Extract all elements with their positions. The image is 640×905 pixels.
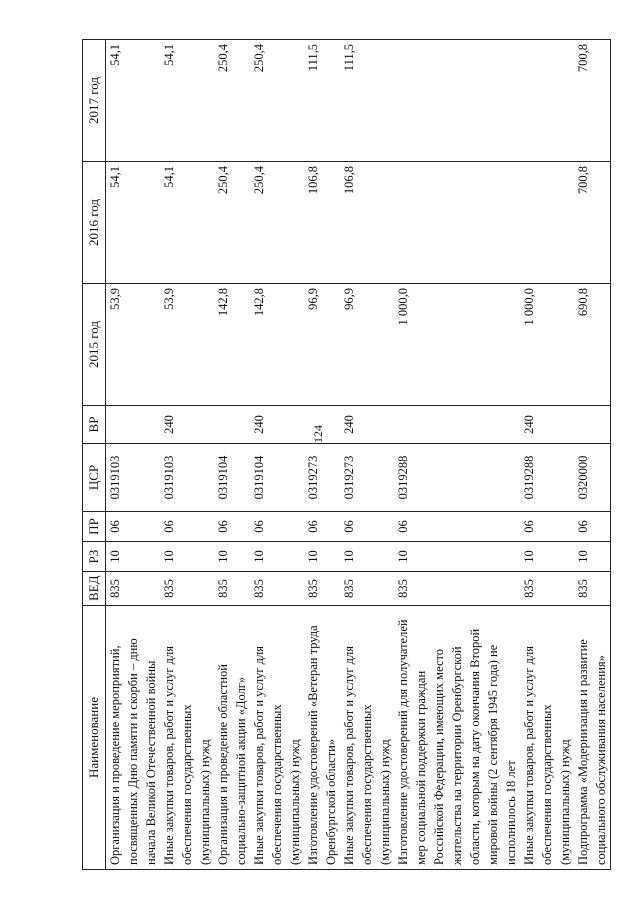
row-2017: 700,8	[574, 40, 611, 162]
row-2016	[520, 162, 574, 284]
row-2016: 250,4	[250, 162, 304, 284]
row-name: Организация и проведение областной социально-защитной акции «Долг»	[214, 606, 250, 870]
page-number: 124	[311, 425, 325, 443]
row-2016: 106,8	[304, 162, 340, 284]
row-csr: 0319273	[304, 444, 340, 512]
row-pr: 06	[304, 512, 340, 542]
header-csr: ЦСР	[83, 444, 106, 512]
row-vr: 240	[340, 406, 394, 444]
row-ved: 835	[520, 572, 574, 606]
row-ved: 835	[574, 572, 611, 606]
header-rz: РЗ	[83, 542, 106, 572]
header-name: Наименование	[83, 606, 106, 870]
header-2016: 2016 год	[83, 162, 106, 284]
row-vr	[214, 406, 250, 444]
row-pr: 06	[394, 512, 520, 542]
row-2016: 54,1	[106, 162, 161, 284]
row-name: Изготовление удостоверений «Ветеран труда Оренбургской области»	[304, 606, 340, 870]
header-2015: 2015 год	[83, 284, 106, 406]
row-rz: 10	[214, 542, 250, 572]
row-ved: 835	[106, 572, 161, 606]
row-rz: 10	[340, 542, 394, 572]
row-vr	[106, 406, 161, 444]
row-name: Иные закупки товаров, работ и услуг для обеспечения государственных (муниципальных) нужд	[250, 606, 304, 870]
row-2017: 54,1	[160, 40, 214, 162]
header-vr: ВР	[83, 406, 106, 444]
row-name: Иные закупки товаров, работ и услуг для обеспечения государственных (муниципальных) нужд	[160, 606, 214, 870]
table-row	[520, 40, 574, 870]
row-rz: 10	[106, 542, 161, 572]
row-2017: 54,1	[106, 40, 161, 162]
header-2017: 2017 год	[83, 40, 106, 162]
row-2016: 250,4	[214, 162, 250, 284]
row-pr: 06	[574, 512, 611, 542]
row-ved: 835	[304, 572, 340, 606]
row-pr: 06	[520, 512, 574, 542]
row-csr: 0319273	[340, 444, 394, 512]
row-2016	[394, 162, 520, 284]
row-2016: 54,1	[160, 162, 214, 284]
row-csr: 0320000	[574, 444, 611, 512]
row-vr: 240	[160, 406, 214, 444]
table-row	[250, 40, 304, 870]
row-2016: 700,8	[574, 162, 611, 284]
budget-table	[82, 39, 611, 870]
row-csr: 0319288	[394, 444, 520, 512]
row-ved: 835	[340, 572, 394, 606]
row-pr: 06	[214, 512, 250, 542]
table-row	[106, 40, 161, 870]
row-rz: 10	[520, 542, 574, 572]
row-2017: 111,5	[304, 40, 340, 162]
row-2015: 96,9	[340, 284, 394, 406]
row-name: Подпрограмма «Модернизация и развитие социального обслуживания населения»	[574, 606, 611, 870]
row-pr: 06	[160, 512, 214, 542]
row-2016: 106,8	[340, 162, 394, 284]
row-name: Иные закупки товаров, работ и услуг для обеспечения государственных (муниципальных) нужд	[340, 606, 394, 870]
row-2015: 96,9	[304, 284, 340, 406]
row-2015: 1 000,0	[394, 284, 520, 406]
row-2017: 250,4	[214, 40, 250, 162]
row-csr: 0319104	[214, 444, 250, 512]
row-rz: 10	[574, 542, 611, 572]
row-rz: 10	[394, 542, 520, 572]
row-2015: 690,8	[574, 284, 611, 406]
row-ved: 835	[394, 572, 520, 606]
row-vr: 240	[520, 406, 574, 444]
row-2017: 250,4	[250, 40, 304, 162]
row-2015: 1 000,0	[520, 284, 574, 406]
row-csr: 0319104	[250, 444, 304, 512]
row-csr: 0319288	[520, 444, 574, 512]
row-name: Организация и проведение мероприятий, посвященных Дню памяти и скорби – дню начала Великой Отечественной войны	[106, 606, 161, 870]
row-ved: 835	[250, 572, 304, 606]
table-header-row	[83, 40, 106, 870]
row-pr: 06	[250, 512, 304, 542]
row-name: Иные закупки товаров, работ и услуг для обеспечения государственных (муниципальных) нужд	[520, 606, 574, 870]
row-2015: 142,8	[214, 284, 250, 406]
row-rz: 10	[250, 542, 304, 572]
header-ved: ВЕД	[83, 572, 106, 606]
table-row	[304, 40, 340, 870]
row-vr	[394, 406, 520, 444]
row-pr: 06	[106, 512, 161, 542]
row-name: Изготовление удостоверений для получателей мер социальной поддержки граждан Российской Федерации, имеющих место жительства на территории Оренбургской области, которым на дату окончания Второй мировой войны (2 сентября 1945 года) не исполнилось 18 лет	[394, 606, 520, 870]
row-2017: 111,5	[340, 40, 394, 162]
row-2015: 53,9	[106, 284, 161, 406]
row-2015: 53,9	[160, 284, 214, 406]
row-pr: 06	[340, 512, 394, 542]
row-rz: 10	[304, 542, 340, 572]
rotated-table-frame	[82, 40, 640, 870]
row-2017	[394, 40, 520, 162]
table-row	[160, 40, 214, 870]
table-row	[574, 40, 611, 870]
table-row	[340, 40, 394, 870]
row-vr: 240	[250, 406, 304, 444]
row-ved: 835	[160, 572, 214, 606]
table-row	[214, 40, 250, 870]
row-2017	[520, 40, 574, 162]
table-row	[394, 40, 520, 870]
row-vr	[574, 406, 611, 444]
row-2015: 142,8	[250, 284, 304, 406]
header-pr: ПР	[83, 512, 106, 542]
row-rz: 10	[160, 542, 214, 572]
row-csr: 0319103	[106, 444, 161, 512]
row-ved: 835	[214, 572, 250, 606]
row-vr	[304, 406, 340, 444]
row-csr: 0319103	[160, 444, 214, 512]
